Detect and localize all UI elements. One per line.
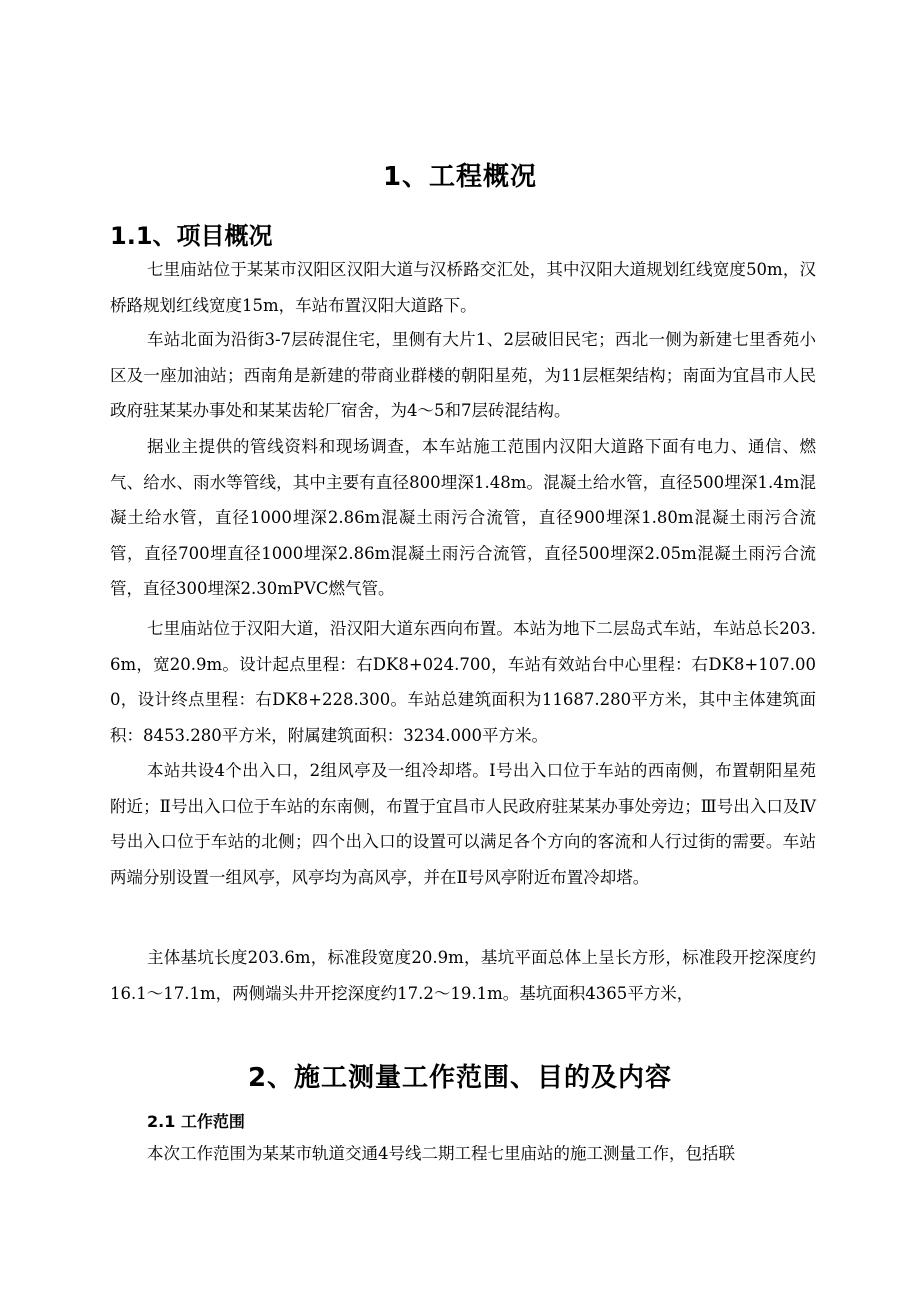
paragraph-location: 七里庙站位于某某市汉阳区汉阳大道与汉桥路交汇处，其中汉阳大道规划红线宽度50m，汉桥路规划红线宽度15m，车站布置汉阳大道路下。: [110, 260, 816, 315]
paragraph-station-layout: 七里庙站位于汉阳大道，沿汉阳大道东西向布置。本站为地下二层岛式车站，车站总长203.6m，宽20.9m。设计起点里程：右DK8+024.700，车站有效站台中心里程：右DK8+107.000，设计终点里程：右DK8+228.300。车站总建筑面积为11687.280平方米，其中主体建筑面积：8453.280平方米，附属建筑面积：3234.000平方米。: [110, 619, 816, 745]
paragraph-work-scope: 本次工作范围为某某市轨道交通4号线二期工程七里庙站的施工测量工作，包括联: [147, 1144, 735, 1163]
paragraph-foundation-pit: 主体基坑长度203.6m，标准段宽度20.9m，基坑平面总体上呈长方形，标准段开挖深度约16.1～17.1m，两侧端头井开挖深度约17.2～19.1m。基坑面积4365平方米，: [110, 948, 816, 1003]
paragraph-surroundings: 车站北面为沿街3-7层砖混住宅，里侧有大片1、2层破旧民宅；西北一侧为新建七里香苑小区及一座加油站；西南角是新建的带商业群楼的朝阳星苑，为11层框架结构；南面为宜昌市人民政府驻某某办事处和某某齿轮厂宿舍，为4～5和7层砖混结构。: [110, 330, 816, 420]
subsection-1-1-title: 1.1、项目概况: [110, 222, 273, 250]
subsection-2-1-title: 2.1 工作范围: [147, 1112, 245, 1131]
paragraph-pipelines: 据业主提供的管线资料和现场调查，本车站施工范围内汉阳大道路下面有电力、通信、燃气、给水、雨水等管线，其中主要有直径800埋深1.48m。混凝土给水管，直径500埋深1.4m混凝土给水管，直径1000埋深2.86m混凝土雨污合流管，直径900埋深1.80m混凝土雨污合流管，直径700埋直径1000埋深2.86m混凝土雨污合流管，直径500埋深2.05m混凝土雨污合流管，直径300埋深2.30mPVC燃气管。: [110, 437, 816, 598]
section-2-title: 2、施工测量工作范围、目的及内容: [247, 1063, 673, 1093]
section-1-title: 1、工程概况: [382, 162, 538, 192]
paragraph-entrances: 本站共设4个出入口，2组风亭及一组冷却塔。Ⅰ号出入口位于车站的西南侧，布置朝阳星苑附近；Ⅱ号出入口位于车站的东南侧，布置于宜昌市人民政府驻某某办事处旁边；Ⅲ号出入口及Ⅳ号出入口位于车站的北侧；四个出入口的设置可以满足各个方向的客流和人行过街的需要。车站两端分别设置一组风亭，风亭均为高风亭，并在Ⅱ号风亭附近布置冷却塔。: [110, 761, 816, 887]
